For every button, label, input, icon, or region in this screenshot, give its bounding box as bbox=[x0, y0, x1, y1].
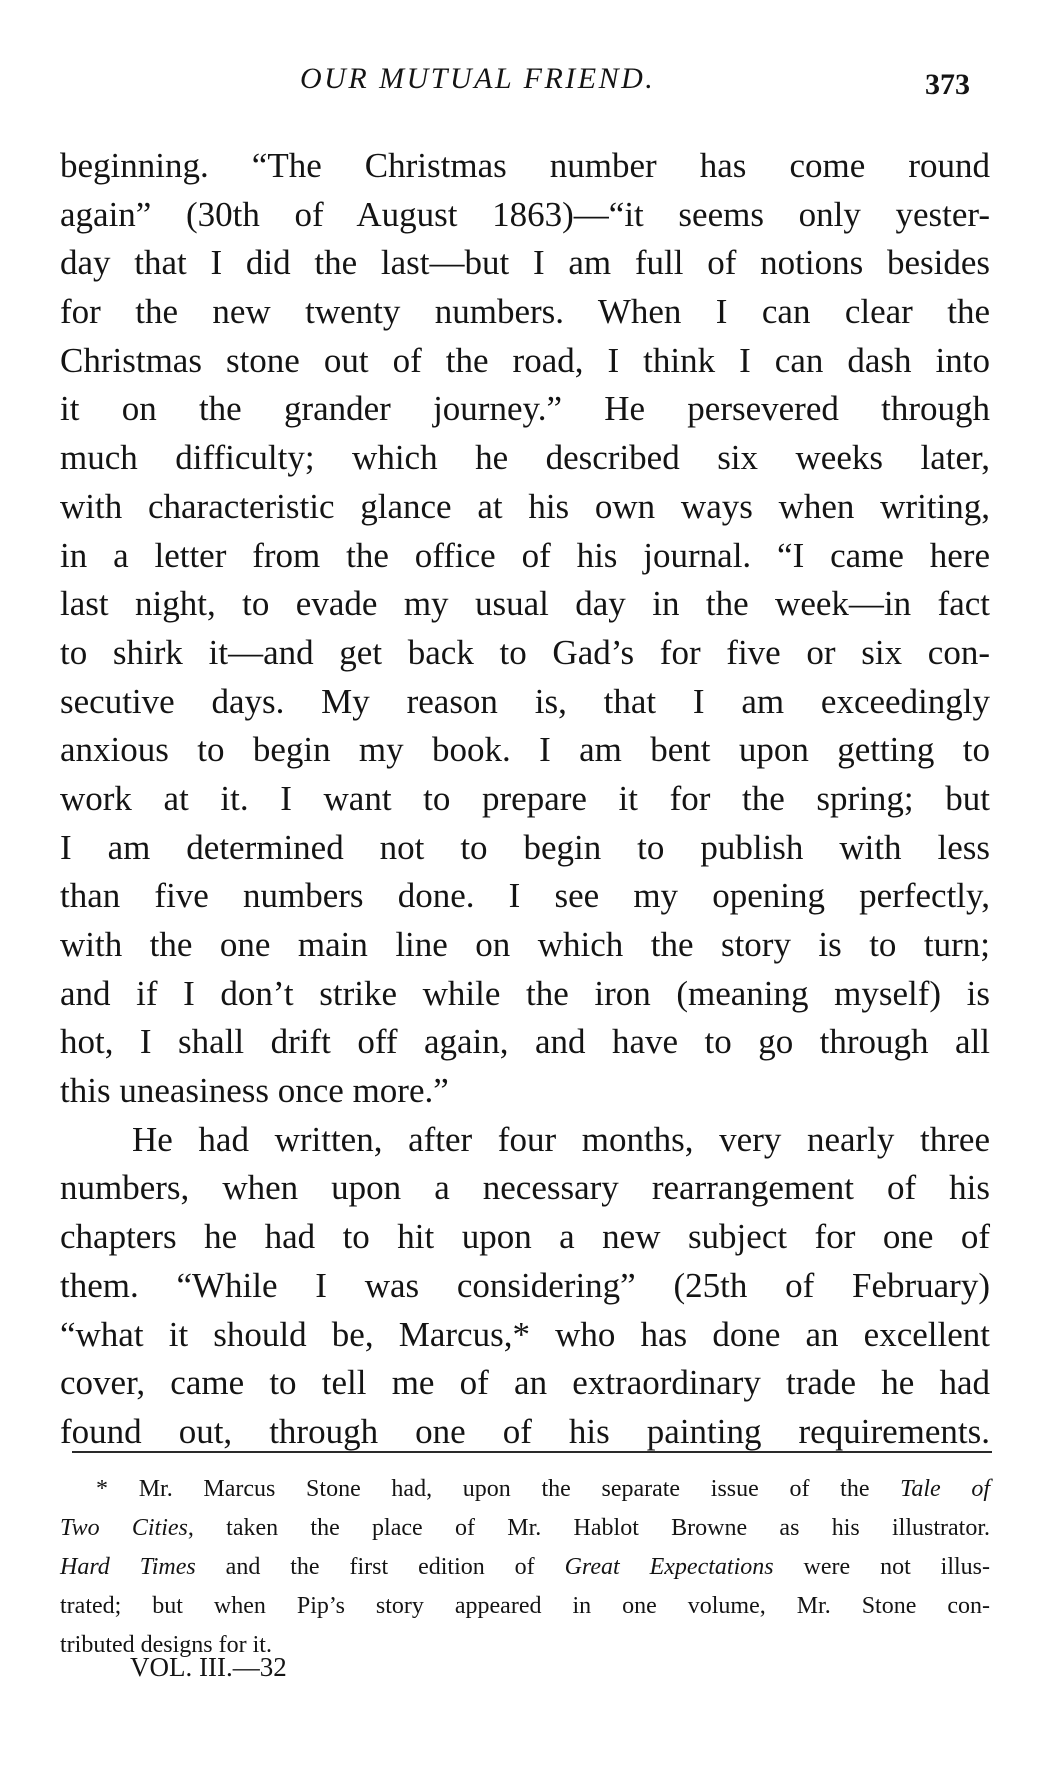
text-line: this uneasiness once more.” bbox=[60, 1071, 449, 1111]
footnote-line bbox=[60, 1509, 990, 1548]
text-line: and if I don’t strike while the iron (meaning myself) is bbox=[60, 973, 990, 1013]
text-line: cover, came to tell me of an extraordinary trade he had bbox=[60, 1363, 990, 1403]
text-line: found out, through one of his painting requirements. bbox=[60, 1411, 990, 1451]
text-line: I am determined not to begin to publish with less bbox=[60, 827, 990, 867]
footnote bbox=[60, 1470, 990, 1665]
page-number: 373 bbox=[925, 68, 970, 101]
footnote-line: trated; but when Pip’s story appeared in one volume, Mr. Stone con- bbox=[60, 1593, 990, 1619]
text-line: He had written, after four months, very nearly three bbox=[132, 1119, 990, 1159]
text-line: than five numbers done. I see my opening perfectly, bbox=[60, 876, 990, 916]
text-line: in a letter from the office of his journal. “I came here bbox=[60, 535, 990, 575]
text-line: again” (30th of August 1863)—“it seems only yester- bbox=[60, 194, 990, 234]
footnote-italic: Two Cities bbox=[60, 1515, 188, 1541]
text-line: them. “While I was considering” (25th of February) bbox=[60, 1265, 990, 1305]
footnote-text: were not illus- bbox=[773, 1554, 991, 1580]
body-text bbox=[60, 142, 990, 1457]
text-line: secutive days. My reason is, that I am exceedingly bbox=[60, 681, 990, 721]
text-line: work at it. I want to prepare it for the spring; but bbox=[60, 778, 990, 818]
footnote-text: , taken the place of Mr. Hablot Browne as his illustrator. bbox=[187, 1515, 991, 1541]
footnote-italic: Hard Times bbox=[60, 1554, 196, 1580]
footnote-italic: Tale of bbox=[900, 1476, 990, 1502]
running-head bbox=[0, 60, 1059, 110]
footnote-text: and the first edition of bbox=[195, 1554, 565, 1580]
text-line: “what it should be, Marcus,* who has done an excellent bbox=[60, 1314, 990, 1354]
text-line: to shirk it—and get back to Gad’s for five or six con- bbox=[60, 632, 990, 672]
text-line: anxious to begin my book. I am bent upon getting to bbox=[60, 730, 990, 770]
text-line: with characteristic glance at his own ways when writing, bbox=[60, 486, 990, 526]
text-line: numbers, when upon a necessary rearrangement of his bbox=[60, 1168, 990, 1208]
text-line: for the new twenty numbers. When I can clear the bbox=[60, 292, 990, 332]
footnote-divider bbox=[72, 1451, 992, 1453]
footnote-line: tributed designs for it. bbox=[60, 1632, 272, 1658]
footnote-italic: Great Expectations bbox=[564, 1554, 774, 1580]
footnote-line bbox=[60, 1470, 990, 1509]
text-line: much difficulty; which he described six weeks later, bbox=[60, 438, 990, 478]
running-title: OUR MUTUAL FRIEND. bbox=[300, 62, 656, 95]
text-line: last night, to evade my usual day in the week—in fact bbox=[60, 584, 990, 624]
text-line: with the one main line on which the story is to turn; bbox=[60, 925, 990, 964]
text-line: beginning. “The Christmas number has come round bbox=[60, 146, 990, 185]
text-line: it on the grander journey.” He persevered through bbox=[60, 389, 990, 429]
footnote-line bbox=[60, 1548, 990, 1587]
signature-mark: VOL. III.—32 bbox=[130, 1652, 287, 1682]
footnote-text: * Mr. Marcus Stone had, upon the separate issue of the bbox=[96, 1476, 901, 1502]
text-line: hot, I shall drift off again, and have to go through all bbox=[60, 1022, 990, 1062]
text-line: day that I did the last—but I am full of notions besides bbox=[60, 243, 990, 283]
text-line: Christmas stone out of the road, I think I can dash into bbox=[60, 340, 990, 380]
text-line: chapters he had to hit upon a new subject for one of bbox=[60, 1217, 990, 1257]
